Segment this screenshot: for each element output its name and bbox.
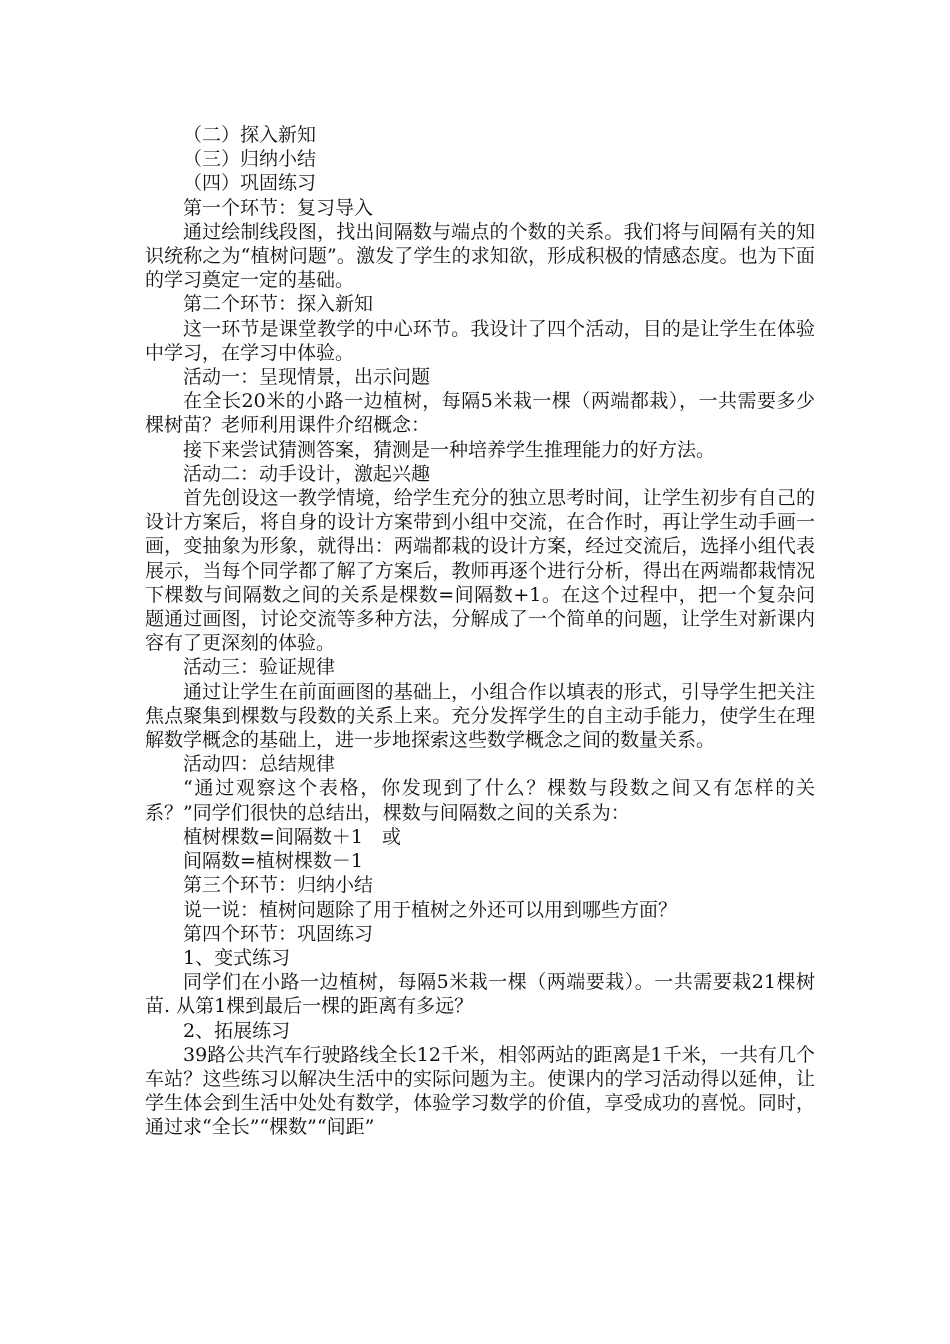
activity-2-heading: 活动二：动手设计，激起兴趣 bbox=[183, 462, 431, 485]
section-heading-explore: （二）探入新知 bbox=[183, 124, 317, 146]
activity-3-paragraph: 通过让学生在前面画图的基础上，小组合作以填表的形式，引导学生把关注焦点聚集到棵数与段数的关系上来。充分发挥学生的自主动手能力，使学生在理解数学概念的基础上，进一步地探索这些数学概念之间的数量关系。 bbox=[145, 680, 815, 752]
activity-4-paragraph: “通过观察这个表格，你发现到了什么？棵数与段数之间又有怎样的关系？”同学们很快的总结出，棵数与间隔数之间的关系为： bbox=[145, 777, 815, 824]
step-3-heading: 第三个环节：归纳小结 bbox=[183, 874, 374, 897]
step-1-paragraph: 通过绘制线段图，找出间隔数与端点的个数的关系。我们将与间隔有关的知识统称之为“植树问题”。激发了学生的求知欲，形成积极的情感态度。也为下面的学习奠定一定的基础。 bbox=[145, 220, 815, 292]
activity-2-paragraph: 首先创设这一教学情境，给学生充分的独立思考时间，让学生初步有自己的设计方案后，将自身的设计方案带到小组中交流，在合作时，再让学生动手画一画，变抽象为形象，就得出：两端都栽的设计方案，经过交流后，选择小组代表展示，当每个同学都了解了方案后，教师再逐个进行分析，得出在两端都栽情况下棵数与间隔数之间的关系是棵数=间隔数+1。在这个过程中，把一个复杂问题通过画图，讨论交流等多种方法，分解成了一个简单的问题，让学生对新课内容有了更深刻的体验。 bbox=[145, 487, 815, 655]
activity-4-heading: 活动四：总结规律 bbox=[183, 753, 336, 776]
step-2-paragraph: 这一环节是课堂教学的中心环节。我设计了四个活动，目的是让学生在体验中学习，在学习中体验。 bbox=[145, 317, 815, 364]
document-body bbox=[145, 123, 815, 1140]
step-4-heading: 第四个环节：巩固练习 bbox=[183, 922, 374, 945]
exercise-1-paragraph: 同学们在小路一边植树，每隔5米栽一棵（两端要栽）。一共需要栽21棵树苗. 从第1棵到最后一棵的距离有多远？ bbox=[145, 971, 815, 1018]
step-1-heading: 第一个环节：复习导入 bbox=[183, 196, 374, 219]
step-2-heading: 第二个环节：探入新知 bbox=[183, 293, 374, 316]
step-3-paragraph: 说一说：植树问题除了用于植树之外还可以用到哪些方面？ bbox=[183, 898, 678, 921]
formula-line-1: 植树棵数=间隔数＋1 或 bbox=[183, 825, 402, 848]
exercise-2-paragraph: 39路公共汽车行驶路线全长12千米，相邻两站的距离是1千米，一共有几个车站？这些练习以解决生活中的实际问题为主。使课内的学习活动得以延伸，让学生体会到生活中处处有数学，体验学习数学的价值，享受成功的喜悦。同时，通过求“全长”“棵数”“间距” bbox=[145, 1043, 815, 1139]
section-heading-practice: （四）巩固练习 bbox=[183, 172, 317, 195]
exercise-2-heading: 2、拓展练习 bbox=[183, 1019, 291, 1042]
exercise-1-heading: 1、变式练习 bbox=[183, 946, 291, 969]
activity-1-guess-paragraph: 接下来尝试猜测答案，猜测是一种培养学生推理能力的好方法。 bbox=[183, 438, 716, 461]
activity-3-heading: 活动三：验证规律 bbox=[183, 656, 336, 679]
section-heading-summary: （三）归纳小结 bbox=[183, 148, 317, 171]
activity-1-heading: 活动一：呈现情景，出示问题 bbox=[183, 366, 431, 389]
formula-line-2: 间隔数=植树棵数－1 bbox=[183, 850, 364, 873]
activity-1-paragraph: 在全长20米的小路一边植树，每隔5米栽一棵（两端都栽），一共需要多少棵树苗？老师利用课件介绍概念： bbox=[145, 390, 815, 437]
